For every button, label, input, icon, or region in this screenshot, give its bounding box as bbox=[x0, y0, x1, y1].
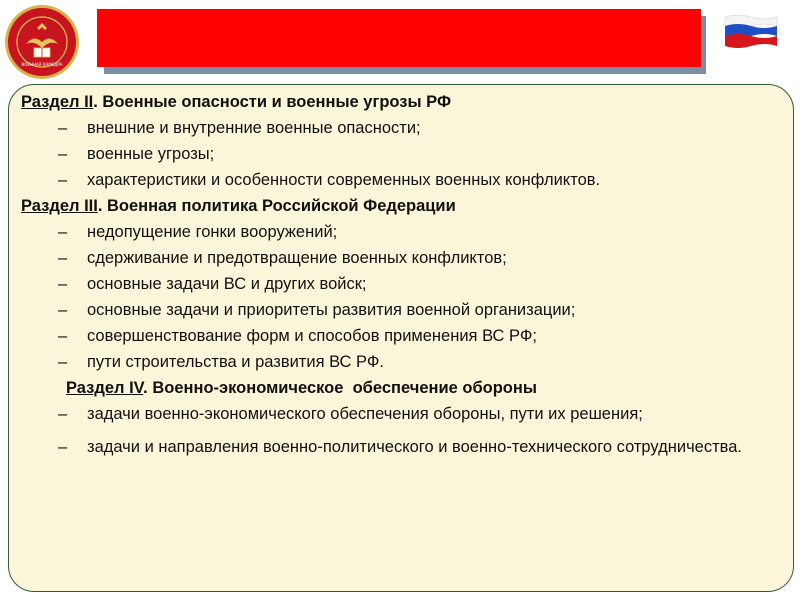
russian-flag-icon bbox=[722, 12, 780, 52]
list-item: – пути строительства и развития ВС РФ. bbox=[58, 352, 385, 371]
list-item: – основные задачи и приоритеты развития военной организации; bbox=[58, 300, 576, 319]
section-3-title: . Военная политика Российской Федерации bbox=[97, 197, 456, 215]
military-department-emblem-icon bbox=[4, 4, 80, 80]
list-item: – военные угрозы; bbox=[58, 144, 215, 163]
section-4-heading bbox=[21, 375, 777, 401]
section-2-heading bbox=[21, 89, 777, 115]
content-panel bbox=[8, 84, 794, 592]
list-item: – недопущение гонки вооружений; bbox=[58, 222, 338, 241]
section-2-number: Раздел II bbox=[21, 93, 94, 111]
list-item: – сдерживание и предотвращение военных конфликтов; bbox=[58, 248, 507, 267]
list-item: – совершенствование форм и способов применения ВС РФ; bbox=[58, 326, 537, 345]
list-item: – внешние и внутренние военные опасности; bbox=[58, 118, 421, 137]
section-2-title: . Военные опасности и военные угрозы РФ bbox=[93, 93, 452, 111]
section-3-number: Раздел III bbox=[21, 197, 98, 215]
section-4-number: Раздел IV bbox=[66, 379, 144, 397]
section-4-title: . Военно-экономическое обеспечение обороны bbox=[143, 379, 537, 397]
section-3-heading bbox=[21, 193, 777, 219]
list-item: – задачи и направления военно-политического и военно-технического сотрудничества. bbox=[58, 438, 743, 456]
list-item: – характеристики и особенности современных военных конфликтов. bbox=[58, 170, 601, 189]
list-item: – задачи военно-экономического обеспечения обороны, пути их решения; bbox=[58, 405, 643, 423]
list-item: – основные задачи ВС и других войск; bbox=[58, 274, 367, 293]
header-banner bbox=[97, 9, 701, 67]
emblem-text: ВОЕННАЯ КАФЕДРА bbox=[21, 62, 63, 67]
